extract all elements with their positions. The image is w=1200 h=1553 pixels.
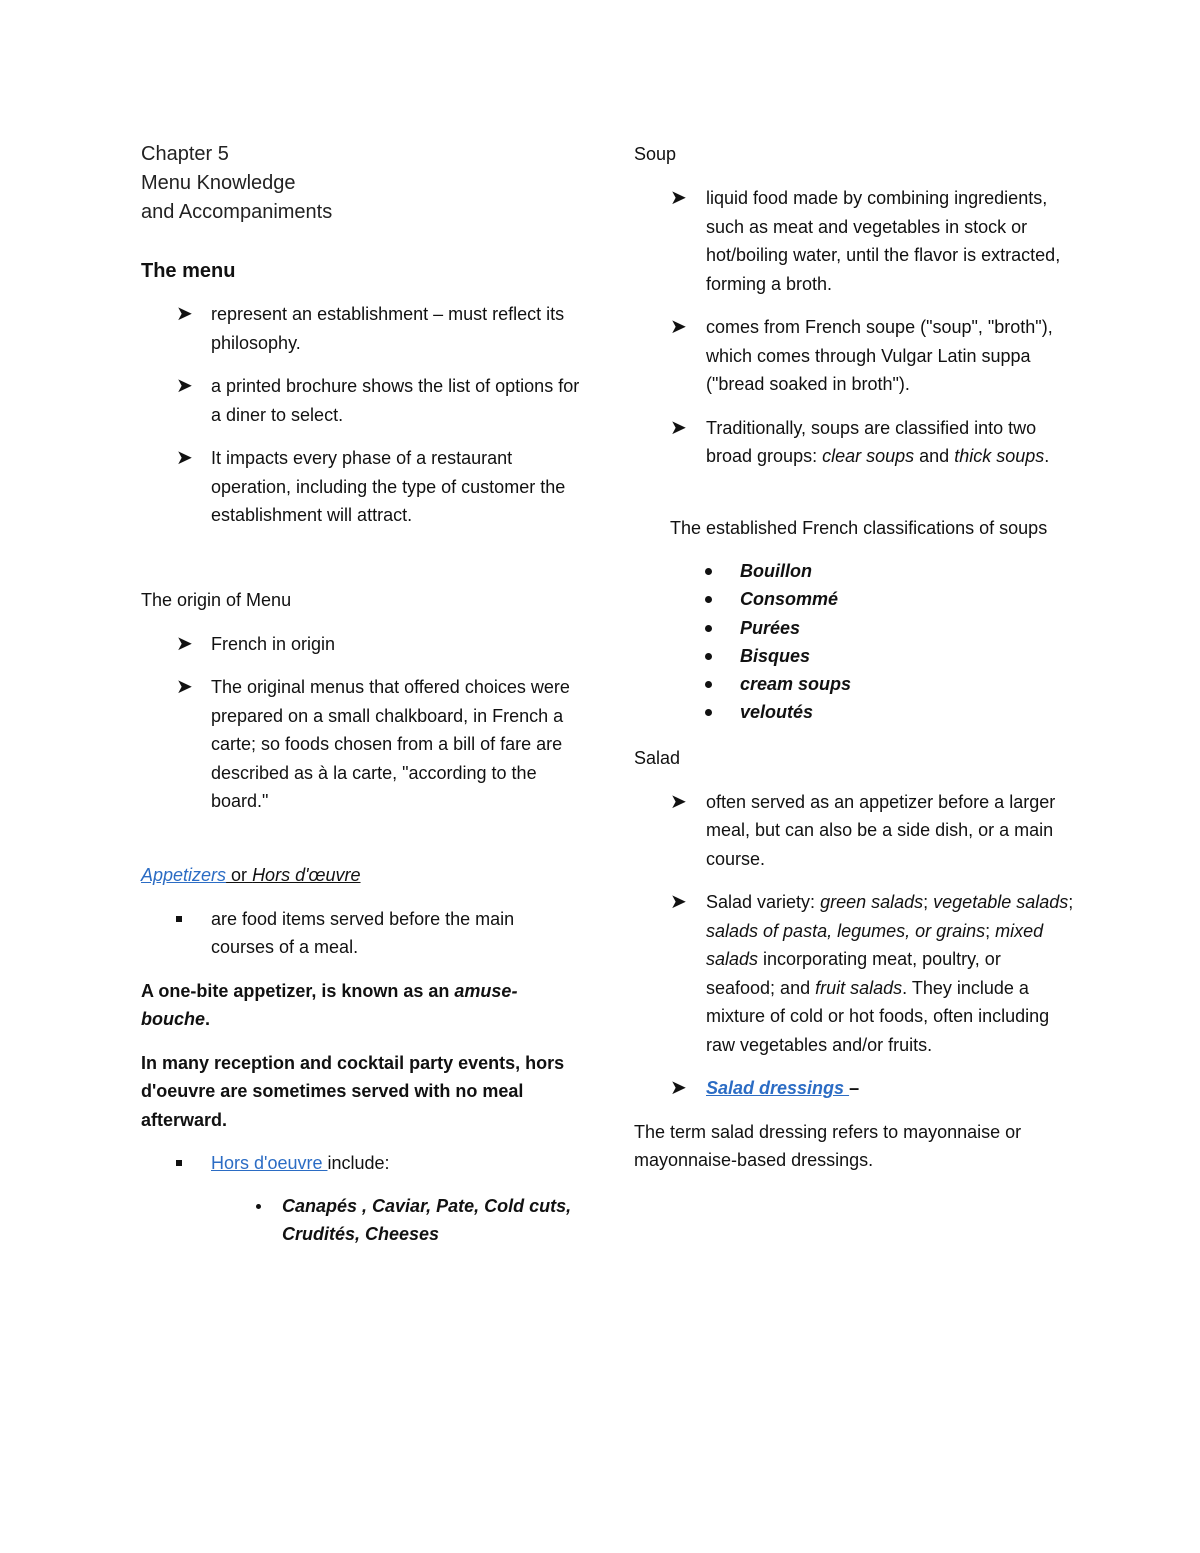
- arrow-bullet-icon: ➤: [176, 447, 193, 469]
- hors-list: [141, 1149, 581, 1178]
- list-item: cream soups: [634, 670, 1074, 698]
- arrow-bullet-icon: ➤: [670, 1077, 687, 1100]
- dot-bullet-icon: [705, 596, 712, 603]
- list-item: veloutés: [634, 698, 1074, 726]
- dot-bullet-icon: [256, 1204, 261, 1209]
- chapter-title: [141, 140, 581, 227]
- title-line: Chapter 5: [141, 143, 229, 165]
- arrow-bullet-icon: ➤: [670, 790, 687, 813]
- square-bullet-icon: [176, 1160, 182, 1166]
- appetizers-heading: Appetizers or Hors d'œuvre: [141, 864, 361, 885]
- list-item: ➤ liquid food made by combining ingredients, such as meat and vegetables in stock or hot/boiling water, until the flavor is extracted, forming a broth.: [634, 184, 1074, 298]
- arrow-bullet-icon: ➤: [670, 416, 687, 439]
- origin-heading: The origin of Menu: [141, 589, 292, 610]
- list-item: ➤ Salad dressings –: [634, 1074, 1074, 1103]
- appetizers-list: [141, 905, 581, 962]
- list-item: ➤ often served as an appetizer before a larger meal, but can also be a side dish, or a main course.: [634, 788, 1074, 874]
- list-item: Canapés , Caviar, Pate, Cold cuts, Crudités, Cheeses: [141, 1192, 581, 1249]
- list-item: are food items served before the main courses of a meal.: [141, 905, 581, 962]
- dot-bullet-icon: [705, 681, 712, 688]
- list-item: Hors d'oeuvre include:: [141, 1149, 581, 1178]
- dot-bullet-icon: [705, 709, 712, 716]
- left-column: [141, 140, 581, 1249]
- arrow-bullet-icon: ➤: [670, 316, 687, 338]
- dot-bullet-icon: [705, 625, 712, 632]
- menu-list: [141, 300, 581, 530]
- arrow-bullet-icon: ➤: [176, 676, 193, 698]
- dressing-text: The term salad dressing refers to mayonnaise or mayonnaise-based dressings.: [634, 1121, 1022, 1171]
- list-item: ➤ It impacts every phase of a restaurant operation, including the type of customer the establishment will attract.: [141, 444, 581, 530]
- reception-text: In many reception and cocktail party events, hors d'oeuvre are sometimes served with no meal afterward.: [141, 1052, 565, 1130]
- dot-bullet-icon: [705, 568, 712, 575]
- classifications-list: [634, 557, 1074, 727]
- dot-bullet-icon: [705, 653, 712, 660]
- title-line: Menu Knowledge: [141, 172, 296, 194]
- salad-dressings-link[interactable]: Salad dressings: [706, 1078, 850, 1099]
- list-item: ➤ comes from French soupe ("soup", "broth"), which comes through Vulgar Latin suppa ("bread soaked in broth").: [634, 313, 1074, 399]
- soup-heading: Soup: [634, 144, 677, 164]
- classifications-heading: The established French classifications of soups: [670, 517, 1048, 538]
- menu-heading: The menu: [141, 260, 236, 282]
- right-column: [634, 140, 1074, 1175]
- hors-examples-list: [141, 1192, 581, 1249]
- hors-link[interactable]: Hors d'oeuvre: [211, 1153, 328, 1173]
- origin-list: [141, 630, 581, 816]
- arrow-bullet-icon: ➤: [670, 187, 687, 209]
- salad-list: [634, 788, 1074, 1103]
- list-item: Consommé: [634, 585, 1074, 613]
- square-bullet-icon: [176, 916, 182, 922]
- soup-list: [634, 184, 1074, 471]
- list-item: Bisques: [634, 642, 1074, 670]
- list-item: ➤ French in origin: [141, 630, 581, 659]
- list-item: ➤ The original menus that offered choices were prepared on a small chalkboard, in French a carte; so foods chosen from a bill of fare are described as à la carte, "according to the board.": [141, 673, 581, 816]
- list-item: ➤ Traditionally, soups are classified into two broad groups: clear soups and thick soups.: [634, 414, 1074, 471]
- list-item: ➤ a printed brochure shows the list of options for a diner to select.: [141, 372, 581, 429]
- appetizers-link[interactable]: Appetizers: [141, 864, 227, 885]
- salad-heading: Salad: [634, 747, 681, 768]
- amuse-bouche-text: A one-bite appetizer, is known as an amuse-bouche.: [141, 980, 518, 1029]
- title-line: and Accompaniments: [141, 201, 333, 223]
- arrow-bullet-icon: ➤: [176, 375, 193, 397]
- arrow-bullet-icon: ➤: [176, 632, 193, 655]
- arrow-bullet-icon: ➤: [670, 891, 687, 914]
- list-item: Purées: [634, 614, 1074, 642]
- arrow-bullet-icon: ➤: [176, 303, 193, 325]
- list-item: Bouillon: [634, 557, 1074, 585]
- list-item: ➤ represent an establishment – must reflect its philosophy.: [141, 300, 581, 357]
- list-item: ➤ Salad variety: green salads; vegetable salads; salads of pasta, legumes, or grains; mixed salads incorporating meat, poultry, or seafood; and fruit salads. They include a mixture of cold or hot foods, often including raw vegetables and/or fruits.: [634, 888, 1074, 1059]
